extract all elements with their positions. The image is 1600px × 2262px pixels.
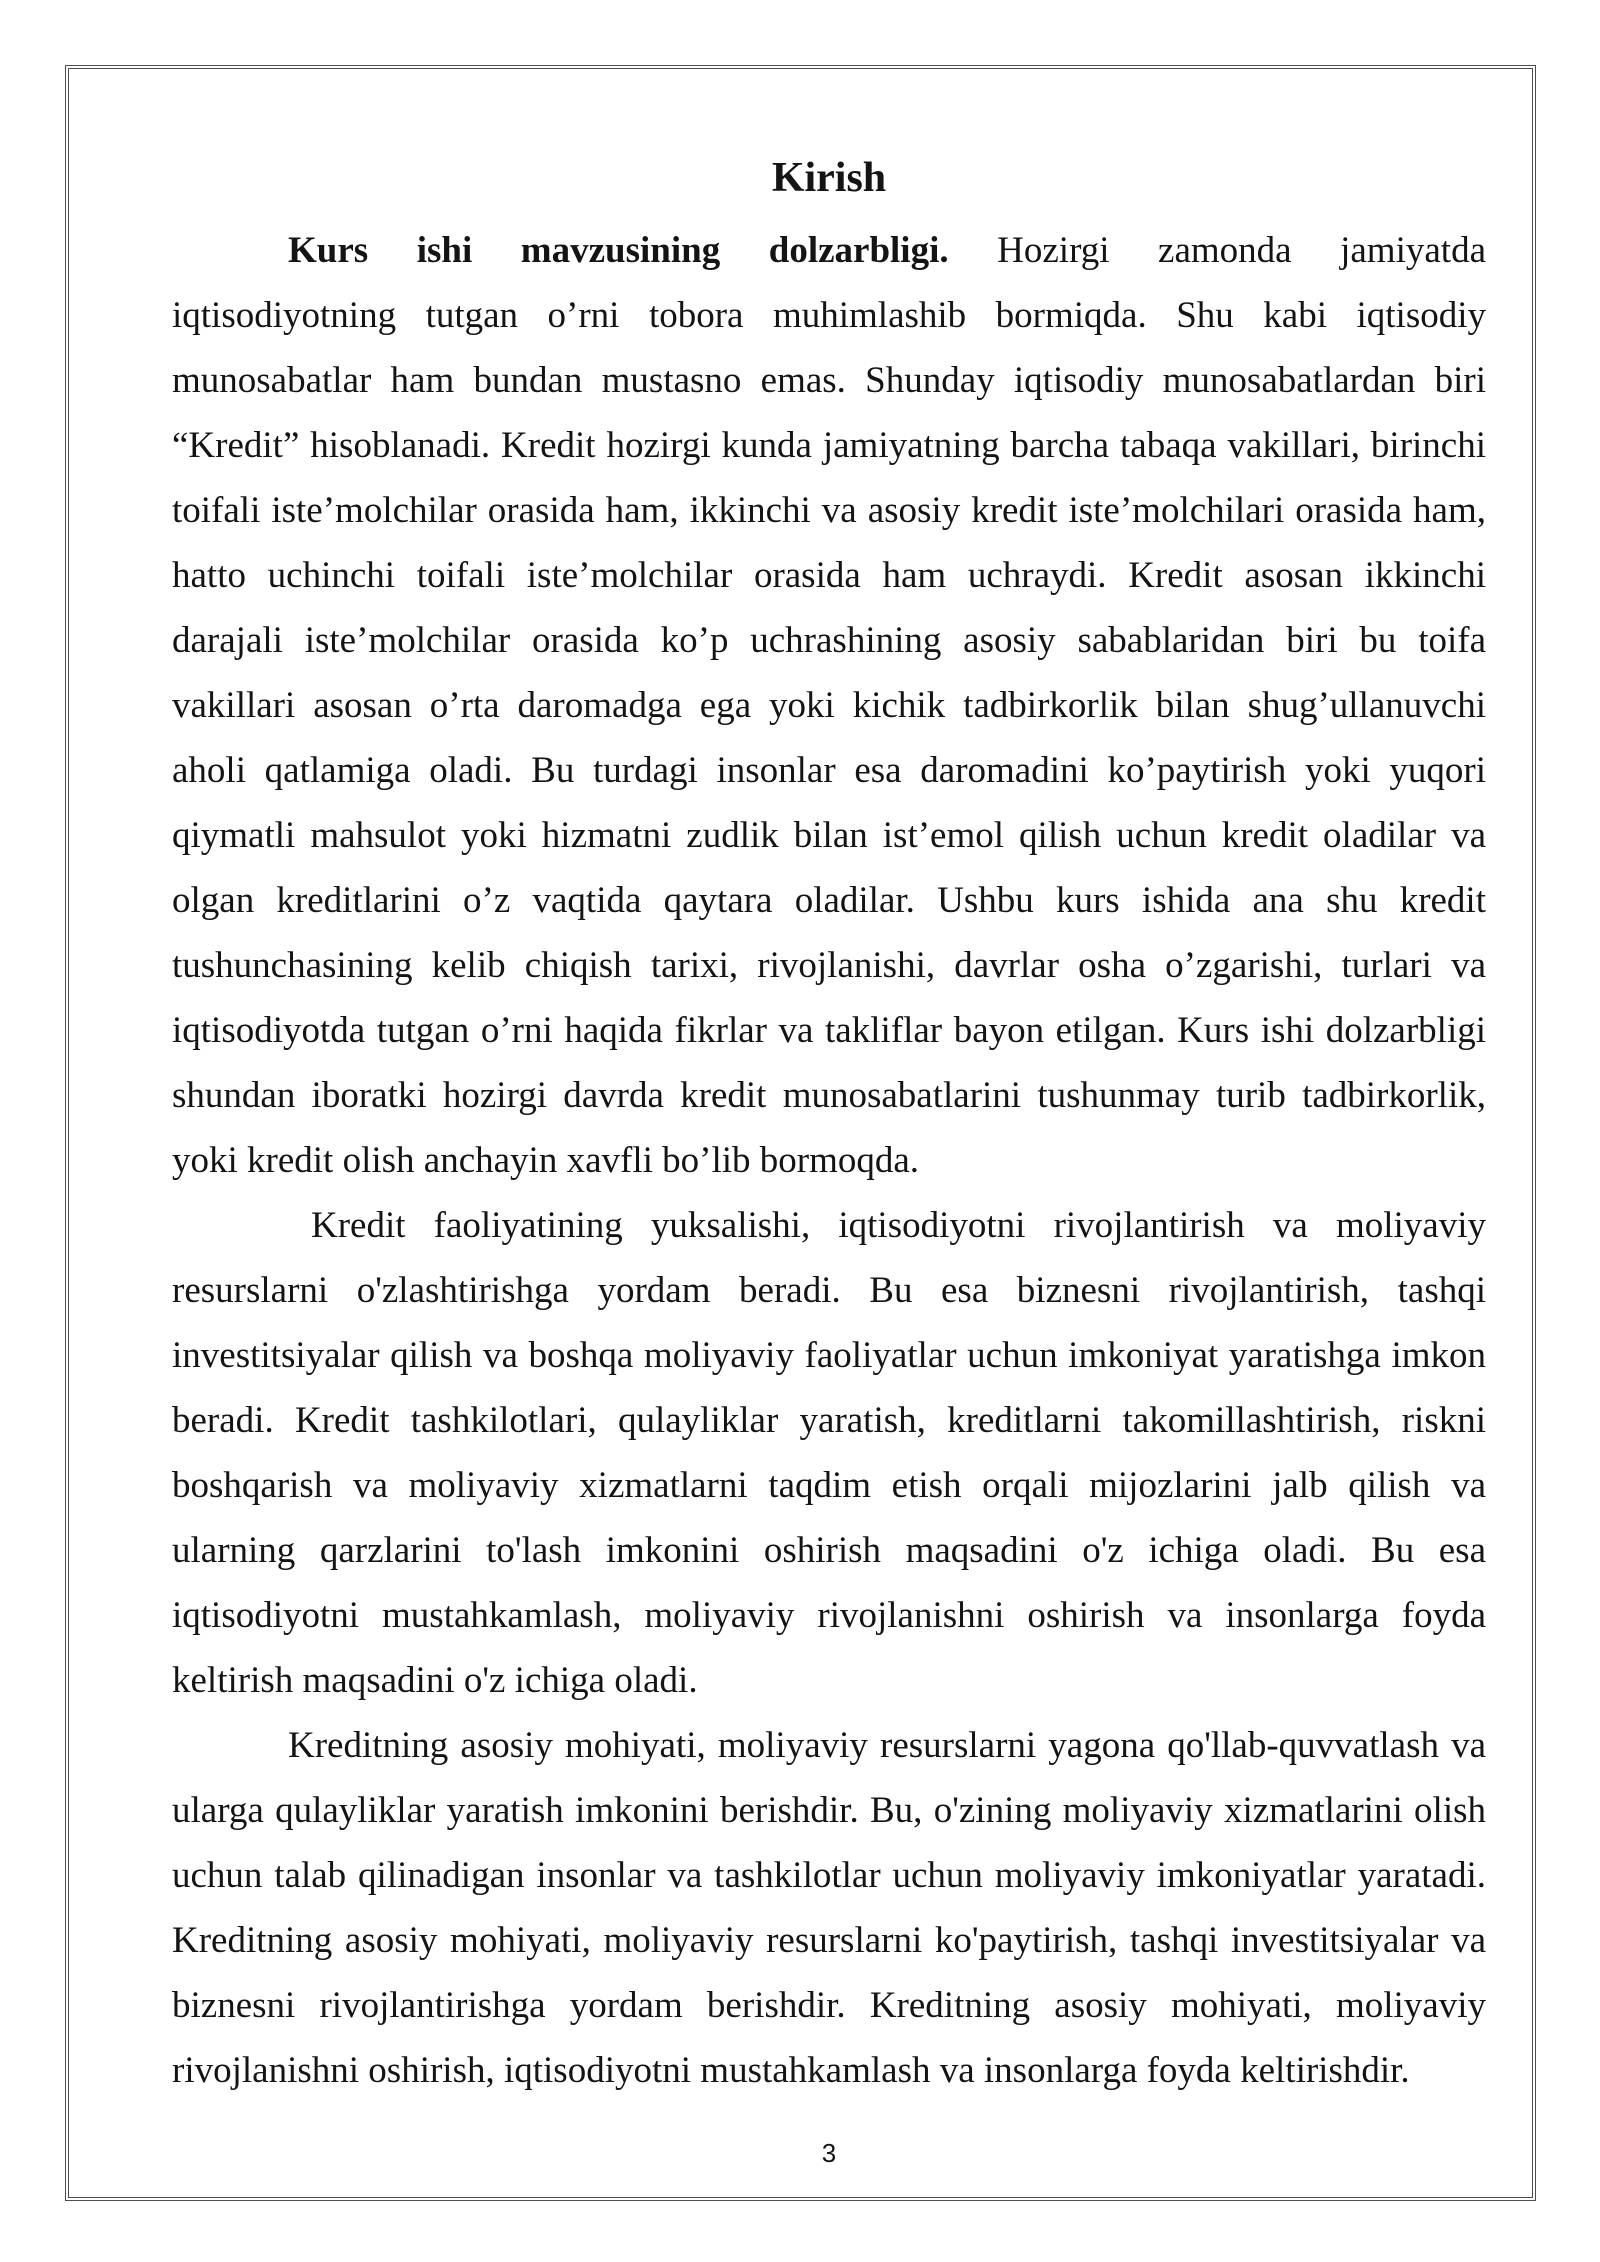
- text-line: boshqarish va moliyaviy xizmatlarni taqdim etish orqali mijozlarini jalb qilish va: [172, 1465, 1486, 1506]
- text-line: Kreditning asosiy mohiyati, moliyaviy resurslarni ko'paytirish, tashqi investitsiyalar va: [172, 1920, 1486, 1961]
- text-line: qiymatli mahsulot yoki hizmatni zudlik bilan ist’emol qilish uchun kredit oladilar va: [172, 815, 1486, 856]
- text-line: shundan iboratki hozirgi davrda kredit munosabatlarini tushunmay turib tadbirkorlik,: [172, 1075, 1486, 1116]
- text-line-rest: Hozirgi zamonda jamiyatda: [997, 230, 1486, 271]
- page-title: Kirish: [771, 155, 887, 201]
- text-line: Kreditning asosiy mohiyati, moliyaviy resurslarni yagona qo'llab-quvvatlash va: [288, 1725, 1486, 1766]
- text-line: keltirish maqsadini o'z ichiga oladi.: [172, 1660, 698, 1701]
- page-number: 3: [821, 2138, 837, 2168]
- text-line: “Kredit” hisoblanadi. Kredit hozirgi kunda jamiyatning barcha tabaqa vakillari, birinchi: [172, 425, 1486, 466]
- text-line: vakillari asosan o’rta daromadga ega yoki kichik tadbirkorlik bilan shug’ullanuvchi: [172, 685, 1486, 726]
- text-line: iqtisodiyotning tutgan o’rni tobora muhimlashib bormiqda. Shu kabi iqtisodiy: [172, 295, 1486, 336]
- text-line: [172, 218, 1486, 283]
- text-line: uchun talab qilinadigan insonlar va tashkilotlar uchun moliyaviy imkoniyatlar yaratadi.: [172, 1855, 1486, 1896]
- text-line: iqtisodiyotni mustahkamlash, moliyaviy rivojlanishni oshirish va insonlarga foyda: [172, 1595, 1486, 1636]
- text-line: olgan kreditlarini o’z vaqtida qaytara oladilar. Ushbu kurs ishida ana shu kredit: [172, 880, 1486, 921]
- text-line: iqtisodiyotda tutgan o’rni haqida fikrlar va takliflar bayon etilgan. Kurs ishi dolzarbligi: [172, 1010, 1486, 1051]
- text-line: beradi. Kredit tashkilotlari, qulayliklar yaratish, kreditlarni takomillashtirish, riskni: [172, 1400, 1486, 1441]
- text-line: Kredit faoliyatining yuksalishi, iqtisodiyotni rivojlantirish va moliyaviy: [311, 1205, 1486, 1246]
- document-body: [172, 218, 1486, 2103]
- text-line: ularning qarzlarini to'lash imkonini oshirish maqsadini o'z ichiga oladi. Bu esa: [172, 1530, 1486, 1571]
- paragraph-credit-essence: [172, 1713, 1486, 2103]
- text-line: resurslarni o'zlashtirishga yordam beradi. Bu esa biznesni rivojlantirish, tashqi: [172, 1270, 1486, 1311]
- text-line: investitsiyalar qilish va boshqa moliyaviy faoliyatlar uchun imkoniyat yaratishga imkon: [172, 1335, 1486, 1376]
- paragraph-lead: Kurs ishi mavzusining dolzarbligi.: [288, 230, 949, 271]
- text-line: munosabatlar ham bundan mustasno emas. Shunday iqtisodiy munosabatlardan biri: [172, 360, 1486, 401]
- text-line: yoki kredit olish anchayin xavfli bo’lib bormoqda.: [172, 1140, 920, 1181]
- text-line: aholi qatlamiga oladi. Bu turdagi insonlar esa daromadini ko’paytirish yoki yuqori: [172, 750, 1486, 791]
- text-line: darajali iste’molchilar orasida ko’p uchrashining asosiy sabablaridan biri bu toifa: [172, 620, 1486, 661]
- text-line: toifali iste’molchilar orasida ham, ikkinchi va asosiy kredit iste’molchilari orasida ham,: [172, 490, 1486, 531]
- text-line: biznesni rivojlantirishga yordam berishdir. Kreditning asosiy mohiyati, moliyaviy: [172, 1985, 1486, 2026]
- text-line: rivojlanishni oshirish, iqtisodiyotni mustahkamlash va insonlarga foyda keltirishdir.: [172, 2050, 1410, 2091]
- paragraph-credit-activity: [172, 1193, 1486, 1713]
- text-line: ularga qulayliklar yaratish imkonini berishdir. Bu, o'zining moliyaviy xizmatlarini olish: [172, 1790, 1486, 1831]
- paragraph-relevance: [172, 218, 1486, 1193]
- text-line: tushunchasining kelib chiqish tarixi, rivojlanishi, davrlar osha o’zgarishi, turlari va: [172, 945, 1486, 986]
- text-line: hatto uchinchi toifali iste’molchilar orasida ham uchraydi. Kredit asosan ikkinchi: [172, 555, 1486, 596]
